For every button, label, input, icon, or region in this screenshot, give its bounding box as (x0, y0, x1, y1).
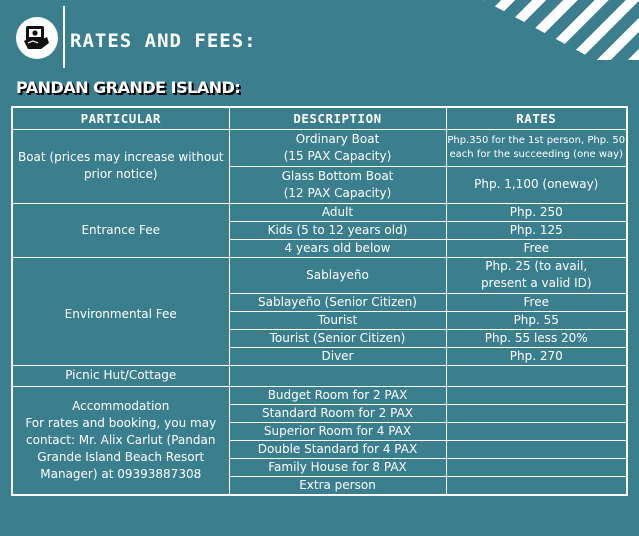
description-cell: 4 years old below (229, 239, 446, 257)
column-header: RATES (446, 107, 627, 129)
description-cell: Sablayeño (Senior Citizen) (229, 293, 446, 311)
rate-cell (446, 422, 627, 440)
description-cell: Family House for 8 PAX (229, 458, 446, 476)
column-header: PARTICULAR (12, 107, 229, 129)
table-row (12, 365, 627, 386)
rate-cell: Php. 250 (446, 203, 627, 221)
rates-table (11, 106, 628, 496)
particular-cell: Accommodation For rates and booking, you may contact: Mr. Alix Carlut (Pandan Grande Island Beach Resort Manager) at 09393887308 (12, 386, 229, 495)
column-header: DESCRIPTION (229, 107, 446, 129)
description-cell: Tourist (229, 311, 446, 329)
particular-cell: Boat (prices may increase without prior notice) (12, 129, 229, 203)
header-divider (63, 6, 65, 68)
camera-logo-icon (16, 17, 58, 59)
description-cell: Standard Room for 2 PAX (229, 404, 446, 422)
table-header-row (12, 107, 627, 129)
description-cell: Adult (229, 203, 446, 221)
description-cell: Budget Room for 2 PAX (229, 386, 446, 404)
description-cell: Extra person (229, 476, 446, 495)
description-cell: Kids (5 to 12 years old) (229, 221, 446, 239)
rate-cell: Php. 1,100 (oneway) (446, 166, 627, 203)
table-row (12, 129, 627, 166)
rate-cell: Php. 55 (446, 311, 627, 329)
description-cell: Diver (229, 347, 446, 365)
description-cell: Glass Bottom Boat (12 PAX Capacity) (229, 166, 446, 203)
rate-cell: Free (446, 239, 627, 257)
rate-cell: Php.350 for the 1st person, Php. 50 each for the succeeding (one way) (446, 129, 627, 166)
decorative-stripes (439, 0, 639, 60)
rate-cell: Php. 25 (to avail, present a valid ID) (446, 257, 627, 293)
description-cell (229, 365, 446, 386)
description-cell: Tourist (Senior Citizen) (229, 329, 446, 347)
page-subtitle: PANDAN GRANDE ISLAND: (16, 78, 241, 97)
rate-cell: Php. 270 (446, 347, 627, 365)
particular-cell: Environmental Fee (12, 257, 229, 365)
description-cell: Sablayeño (229, 257, 446, 293)
rate-cell (446, 476, 627, 495)
page-title: RATES AND FEES: (70, 30, 257, 52)
rate-cell (446, 404, 627, 422)
particular-cell: Picnic Hut/Cottage (12, 365, 229, 386)
description-cell: Ordinary Boat (15 PAX Capacity) (229, 129, 446, 166)
rate-cell (446, 386, 627, 404)
rate-cell (446, 365, 627, 386)
description-cell: Superior Room for 4 PAX (229, 422, 446, 440)
description-cell: Double Standard for 4 PAX (229, 440, 446, 458)
table-row (12, 203, 627, 221)
rate-cell (446, 458, 627, 476)
rate-cell: Php. 55 less 20% (446, 329, 627, 347)
table-row (12, 257, 627, 293)
particular-cell: Entrance Fee (12, 203, 229, 257)
table-row (12, 386, 627, 404)
rate-cell: Free (446, 293, 627, 311)
rate-cell: Php. 125 (446, 221, 627, 239)
rate-cell (446, 440, 627, 458)
